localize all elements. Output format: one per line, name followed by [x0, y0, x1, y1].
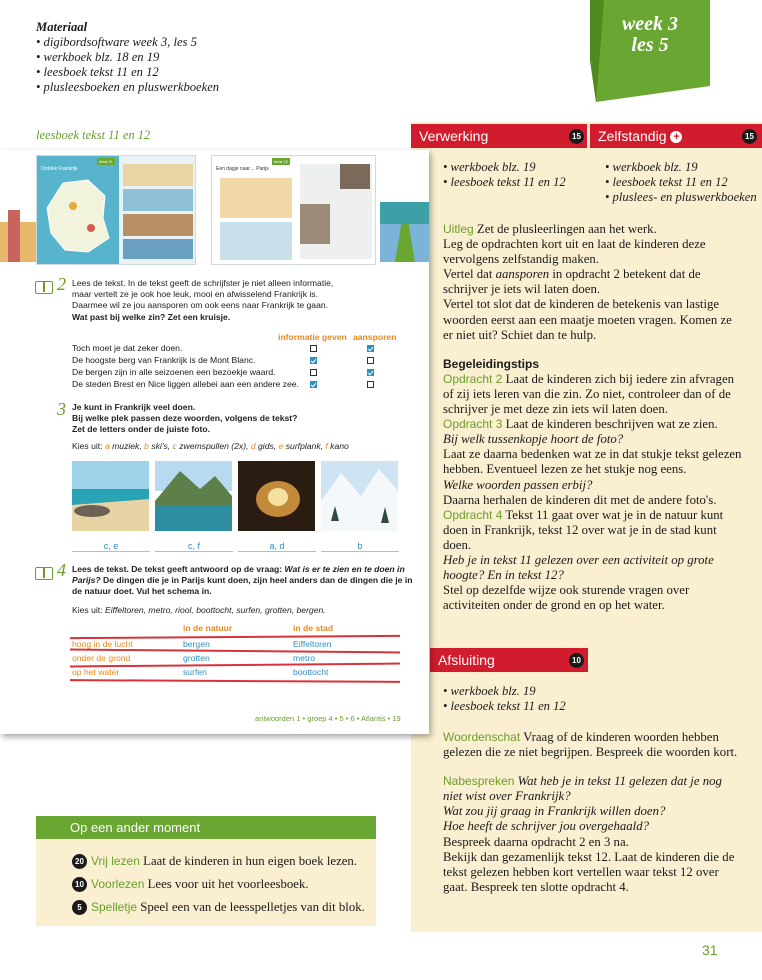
tip-keyword: Opdracht 3: [443, 417, 503, 432]
option-text: gids,: [255, 441, 279, 451]
tip-keyword: Opdracht 4: [443, 507, 503, 522]
nabespreken-keyword: Nabespreken: [443, 774, 515, 789]
option-text: ski's,: [148, 441, 173, 451]
photo-answer: c, e: [103, 541, 119, 551]
photo-cave: [238, 461, 315, 531]
table-cell: surfen: [183, 667, 207, 677]
table-cell: bergen: [183, 639, 210, 649]
verwerking-header: [411, 124, 587, 148]
answer-line: [321, 551, 399, 552]
table-header: in de natuur: [183, 623, 233, 633]
photo-lake: [155, 461, 232, 531]
photo-answer: b: [357, 541, 363, 551]
tip-question: Heb je in tekst 11 gelezen over een activiteit op grote hoogte? En in tekst 12?: [443, 552, 714, 583]
list-item: • pluslees- en pluswerkboeken: [605, 190, 757, 204]
afsluiting-title: Afsluiting: [438, 652, 495, 668]
list-item: • werkboek blz. 19: [605, 160, 698, 174]
tip-question: Welke woorden passen erbij?: [443, 477, 593, 492]
week-number: week 3: [621, 13, 679, 35]
zelfstandig-list: [605, 160, 760, 205]
workbook-page: [0, 150, 429, 734]
book-icon: [35, 567, 53, 580]
checkbox-checked[interactable]: [310, 381, 317, 388]
moment-row: [72, 877, 309, 892]
table-cell: Eiffeltoren: [293, 639, 332, 649]
options-text: Eiffeltoren, metro, riool, boottocht, surfen, grotten, bergen.: [104, 605, 326, 615]
week-label: [590, 14, 710, 56]
exercise-text: Bij welke plek passen deze woorden, volgens de tekst?: [72, 413, 298, 424]
option-text: surfplank,: [283, 441, 326, 451]
materials-item: • digibordsoftware week 3, les 5: [36, 35, 197, 49]
exercise-number: 2: [57, 274, 66, 294]
column-header: informatie geven: [278, 332, 347, 342]
check-row-text: Toch moet je dat zeker doen.: [72, 343, 183, 353]
instruction-text: [443, 222, 743, 613]
verwerking-minutes-badge: 15: [569, 129, 584, 144]
check-row-text: De hoogste berg van Frankrijk is de Mont Blanc.: [72, 355, 256, 365]
check-row: [72, 354, 392, 366]
nabespreken-paragraph: [443, 774, 743, 804]
spread-title: Een dagje naar… Parijs: [216, 166, 269, 172]
materials-item: • werkboek blz. 18 en 19: [36, 50, 160, 64]
tips-title: Begeleidingstips: [443, 356, 540, 371]
list-item: • leesboek tekst 11 en 12: [605, 175, 728, 189]
option-text: zwemspullen (2x),: [176, 441, 251, 451]
zelfstandig-minutes-badge: 15: [742, 129, 757, 144]
exercise-4-options: [72, 605, 424, 616]
table-row-label: hoog in de lucht: [72, 639, 133, 649]
verwerking-list: [443, 160, 583, 190]
answer-line: [72, 551, 150, 552]
tip-keyword: Opdracht 2: [443, 371, 503, 386]
check-row: [72, 342, 392, 354]
tip-text: Laat ze daarna bedenken wat ze in dat stukje tekst gelezen hebben. Eventueel lezen ze het stukje nog eens.: [443, 447, 742, 477]
uitleg-text: Leg de opdrachten kort uit en laat de kinderen deze vervolgens zelfstandig maken.: [443, 237, 706, 267]
table-row-label: onder de grond: [72, 653, 131, 663]
workbook-footer: antwoorden 1 • groep 4 • 5 • 6 • Atlantis • 19: [255, 714, 401, 723]
exercise-text: de natuur doet. Vul het schema in.: [72, 586, 212, 597]
exercise-number: 4: [57, 560, 66, 580]
exercise-3-options: [72, 441, 422, 452]
woordenschat-paragraph: [443, 730, 743, 760]
plus-icon: +: [670, 131, 682, 143]
checkbox-checked[interactable]: [310, 357, 317, 364]
photo-beach: [72, 461, 149, 531]
minutes-badge: 10: [72, 877, 87, 892]
other-moment-header: Op een ander moment: [36, 816, 376, 839]
list-item: • leesboek tekst 11 en 12: [443, 699, 566, 713]
zelfstandig-header: [590, 124, 762, 148]
moment-row: [72, 854, 357, 869]
tip-text: Daarna herhalen de kinderen dit met de andere foto's.: [443, 492, 717, 507]
check-row-text: De steden Brest en Nice liggen allebei aan een andere zee.: [72, 379, 299, 389]
text-span: Vertel dat: [443, 267, 496, 282]
uitleg-text: Zet de plusleerlingen aan het werk.: [473, 222, 657, 236]
exercise-text: Lees de tekst. In de tekst geeft de schrijfster je niet alleen informatie,: [72, 278, 334, 288]
exercise-text: Wat is er te zien en te doen in: [284, 564, 405, 574]
table-cell: metro: [293, 653, 315, 663]
woordenschat-text: Vraag of de kinderen woorden hebben gelezen die ze niet begrijpen. Bespreek die woorden kort.: [443, 730, 738, 760]
list-item: • leesboek tekst 11 en 12: [443, 175, 566, 189]
nabespreken-question: Wat zou jij graag in Frankrijk willen doen?: [443, 804, 666, 819]
nabespreken-text: Bespreek daarna opdracht 2 en 3 na.: [443, 834, 629, 849]
afsluiting-list: [443, 684, 643, 714]
book-spread-tekst-12: [211, 155, 376, 265]
option-letter: a: [104, 441, 110, 451]
afsluiting-header: [430, 648, 588, 672]
option-text: muziek,: [109, 441, 145, 451]
spread-tag: tekst 11: [99, 159, 113, 164]
option-letter: e: [278, 441, 284, 451]
tip-opdracht-3: [443, 417, 743, 432]
moment-row: [72, 900, 365, 915]
photo-answer: a, d: [269, 541, 285, 551]
afsluiting-minutes-badge: 10: [569, 653, 584, 668]
checkbox[interactable]: [367, 357, 374, 364]
italic-term: aansporen: [495, 267, 550, 282]
checkbox-checked[interactable]: [367, 345, 374, 352]
france-map: [43, 178, 113, 256]
nabespreken-question: Hoe heeft de schrijver jou overgehaald?: [443, 819, 649, 834]
exercise-4-instructions: [72, 564, 424, 598]
book-icon: [35, 281, 53, 294]
minutes-badge: 20: [72, 854, 87, 869]
table-cell: grotten: [183, 653, 210, 663]
column-header: aansporen: [353, 332, 397, 342]
moment-keyword: Spelletje: [91, 900, 138, 914]
check-row-text: De bergen zijn in alle seizoenen een bezoekje waard.: [72, 367, 276, 377]
option-letter: c: [172, 441, 177, 451]
exercise-text: Parijs?: [72, 575, 101, 586]
option-letter: b: [144, 441, 149, 451]
tip-text: Tekst 11 gaat over wat je in de natuur kunt doen in Frankrijk, tekst 12 over wat je in de stad kunt doen.: [443, 507, 724, 552]
option-text: kano: [327, 441, 349, 451]
minutes-badge: 5: [72, 900, 87, 915]
tip-text: Stel op dezelfde wijze ook sturende vragen over activiteiten onder de grond en op het water.: [443, 583, 690, 613]
spread-title: Ontdek Frankrijk: [41, 166, 78, 172]
tip-text: Laat de kinderen beschrijven wat ze zien.: [502, 417, 718, 432]
nabespreken-text: Bekijk dan gezamenlijk tekst 12. Laat de kinderen die de tekst gelezen hebben kort vertellen waar tekst 12 over gaat. Bespreek ten slotte opdracht 4.: [443, 849, 735, 894]
list-item: • werkboek blz. 19: [443, 684, 536, 698]
afsluiting-text: [443, 730, 743, 895]
checkbox[interactable]: [310, 369, 317, 376]
list-item: • werkboek blz. 19: [443, 160, 536, 174]
woordenschat-keyword: Woordenschat: [443, 730, 521, 744]
materials-item: • plusleesboeken en pluswerkboeken: [36, 80, 220, 94]
options-label: Kies uit:: [72, 605, 105, 615]
exercise-text: Zet de letters onder de juiste foto.: [72, 424, 210, 435]
spread-tag: tekst 12: [274, 159, 289, 164]
table-rule: [70, 679, 400, 683]
exercise-text: Daarmee wil ze jou aansporen om ook eens naar Frankrijk te gaan.: [72, 300, 329, 311]
exercise-text: maar vertelt ze je ook hoe leuk, mooi en afwisselend Frankrijk is.: [72, 289, 318, 300]
moment-text: Speel een van de leesspelletjes van dit blok.: [137, 900, 365, 914]
option-letter: f: [325, 441, 328, 451]
photo-answer: c, f: [187, 541, 200, 551]
uitleg-paragraph: [443, 222, 743, 237]
exercise-2-instructions: [72, 278, 422, 323]
check-row: [72, 378, 392, 390]
table-header: in de stad: [293, 623, 334, 633]
nabespreken-question: Wat heb je in tekst 11 gelezen dat je nog niet wist over Frankrijk?: [443, 774, 722, 804]
tip-opdracht-2: [443, 372, 743, 417]
answer-line: [238, 551, 316, 552]
moment-text: Laat de kinderen in hun eigen boek lezen.: [139, 854, 358, 868]
table-row-label: op het water: [72, 667, 120, 677]
leesboek-label: leesboek tekst 11 en 12: [36, 128, 151, 142]
lesson-number: les 5: [631, 34, 669, 56]
book-spread-tekst-11: [36, 155, 196, 265]
uitleg-text: Vertel tot slot dat de kinderen de betekenis van lastige woorden eerst aan een maatje moeten vragen. Komen ze er niet uit? Schiet dan te hulp.: [443, 297, 732, 342]
exercise-number: 3: [57, 399, 66, 419]
moment-keyword: Vrij lezen: [91, 854, 140, 868]
materials-list: [36, 20, 366, 95]
uitleg-keyword: Uitleg: [443, 222, 474, 236]
verwerking-title: Verwerking: [419, 128, 489, 144]
materials-title: Materiaal: [36, 20, 88, 34]
text-span: in opdracht 2 betekent dat de schrijver je iets wil laten doen.: [443, 267, 701, 297]
week-tab: [590, 0, 710, 102]
zelfstandig-title: Zelfstandig: [598, 128, 667, 144]
checkbox[interactable]: [310, 345, 317, 352]
other-moment-box: [36, 816, 376, 926]
materials-item: • leesboek tekst 11 en 12: [36, 65, 159, 79]
table-cell: boottocht: [293, 667, 329, 677]
moment-keyword: Voorlezen: [91, 877, 145, 891]
page-number: 31: [702, 942, 718, 958]
photo-snow: [321, 461, 398, 531]
exercise-text: Wat past bij welke zin? Zet een kruisje.: [72, 311, 231, 322]
checkbox-checked[interactable]: [367, 369, 374, 376]
exercise-3-instructions: [72, 402, 422, 436]
uitleg-text: [443, 267, 743, 297]
tip-question: Bij welk tussenkopje hoort de foto?: [443, 432, 624, 447]
exercise-text: De dingen die je in Parijs kunt doen, zijn heel anders dan de dingen die je in: [100, 575, 413, 586]
answer-line: [155, 551, 233, 552]
option-letter: d: [250, 441, 256, 451]
check-row: [72, 366, 392, 378]
checkbox[interactable]: [367, 381, 374, 388]
exercise-text: Lees de tekst. De tekst geeft antwoord op de vraag:: [72, 564, 285, 574]
moment-text: Lees voor uit het voorleesboek.: [144, 877, 309, 891]
tip-opdracht-4: [443, 508, 743, 553]
tip-text: Laat de kinderen zich bij iedere zin afvragen of zij iets leren van die zin. Zo niet, controleer dan of de schrijver je met deze zin iets wil laten doen.: [443, 371, 735, 417]
options-label: Kies uit:: [72, 441, 103, 451]
exercise-text: Je kunt in Frankrijk veel doen.: [72, 402, 196, 412]
